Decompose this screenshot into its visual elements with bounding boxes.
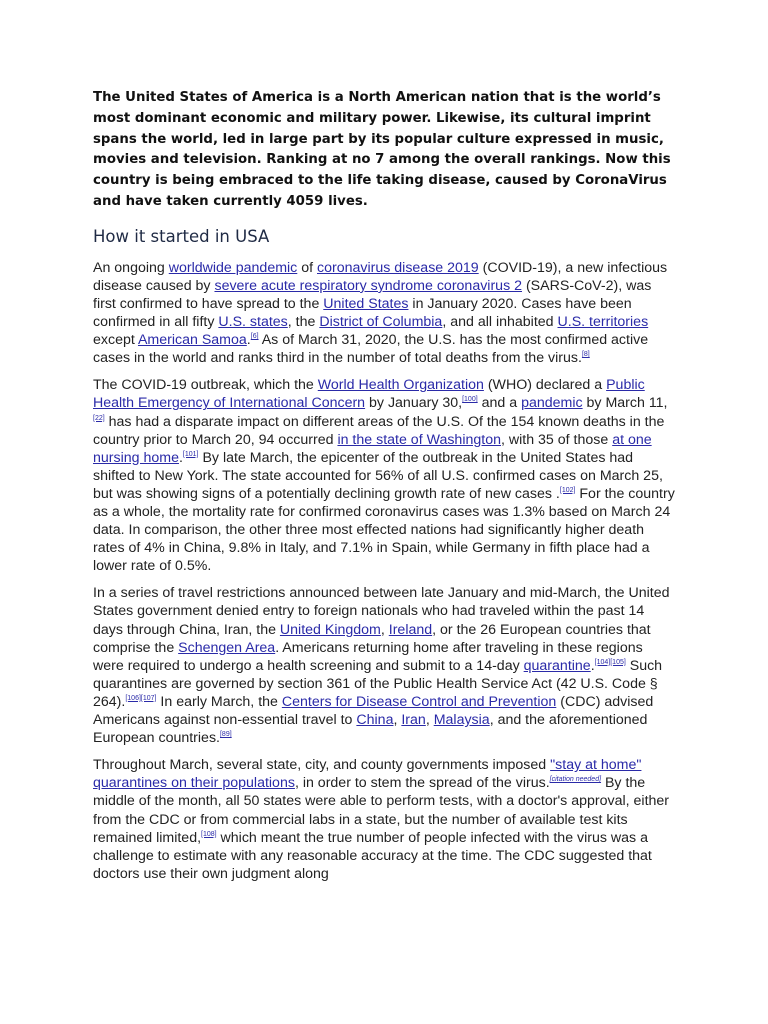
intro-paragraph: The United States of America is a North American nation that is the world’s most dominant economic and military power. Likewise, its cultural imprint spans the world, led in large part by its popular culture expressed in music, movies and television. Ranking at no 7 among the overall rankings. Now this country is being embraced to the life taking disease, caused by CoronaVirus and have taken currently 4059 lives. <box>93 90 671 209</box>
citation-link[interactable]: [22] <box>93 414 105 422</box>
link-united-states[interactable]: United States <box>323 295 409 312</box>
link-china[interactable]: China <box>356 712 394 729</box>
link-world-health-organization[interactable]: World Health Organization <box>317 377 484 394</box>
text: (SARS-CoV-2), was first confirmed to have spread to the <box>93 277 652 312</box>
text: By late March, the epicenter of the outbreak in the United States had shifted to New York. The state accounted for 56% of all U.S. confirmed cases on March 25, but was showing signs of a potentially declining growth rate of new cases . <box>93 449 663 502</box>
text: , with 35 of those <box>500 431 613 448</box>
citation-ref <box>582 351 590 358</box>
paragraph-3 <box>93 584 675 747</box>
link-worldwide-pandemic[interactable]: worldwide pandemic <box>168 259 298 276</box>
citation-link[interactable]: [6] <box>250 333 259 341</box>
text: and a <box>477 395 522 412</box>
text: In a series of travel restrictions announced between late January and mid-March, the United States government denied entry to foreign nationals who had traveled within the past 14 days through China, Iran, the <box>93 585 670 638</box>
document-page <box>93 88 675 892</box>
text: . <box>178 449 183 466</box>
text: , in order to stem the spread of the virus. <box>294 775 550 792</box>
link-ireland[interactable]: Ireland <box>388 621 433 638</box>
link-united-kingdom[interactable]: United Kingdom <box>279 621 381 638</box>
text: , and the aforementioned European countries. <box>93 712 648 747</box>
link-state-of-washington[interactable]: in the state of Washington <box>337 431 501 448</box>
paragraph-4 <box>93 756 675 883</box>
text: Throughout March, several state, city, and county governments imposed <box>93 757 551 774</box>
text: , and all inhabited <box>442 314 558 331</box>
link-quarantine[interactable]: quarantine <box>523 657 591 674</box>
text: by March 11, <box>582 395 668 412</box>
citation-link[interactable]: [108] <box>201 830 217 838</box>
citation-ref <box>125 695 156 702</box>
link-coronavirus-disease-2019[interactable]: coronavirus disease 2019 <box>317 259 479 276</box>
text: , <box>380 621 389 638</box>
text: . <box>590 657 595 674</box>
citation-needed-link[interactable]: [citation needed] <box>549 776 602 784</box>
link-us-territories[interactable]: U.S. territories <box>557 314 649 331</box>
section-heading: How it started in USA <box>93 226 270 246</box>
text: (WHO) declared a <box>483 377 607 394</box>
citation-ref <box>183 451 199 458</box>
citation-ref <box>560 487 576 494</box>
link-stay-at-home[interactable]: "stay at home" <box>550 757 642 774</box>
text: which meant the true number of people infected with the virus was a challenge to estimate with any reasonable accuracy at the time. The CDC suggested that doctors use their own judgment along <box>93 829 652 882</box>
citation-link[interactable]: [89] <box>219 731 232 739</box>
link-sars-cov-2[interactable]: severe acute respiratory syndrome coronavirus 2 <box>214 277 523 294</box>
citation-ref <box>220 731 232 738</box>
citation-ref <box>462 396 478 403</box>
citation-link[interactable]: [8] <box>581 351 590 359</box>
link-nursing-home[interactable]: at one nursing home <box>93 431 652 466</box>
text: by January 30, <box>365 395 463 412</box>
text: in January 2020. Cases have been confirmed in all fifty <box>93 295 632 331</box>
citation-ref <box>93 415 105 422</box>
link-american-samoa[interactable]: American Samoa <box>137 332 247 349</box>
citation-ref <box>201 831 217 838</box>
text: , <box>393 712 402 729</box>
citation-link[interactable]: [102] <box>559 486 576 494</box>
text: , <box>425 712 434 729</box>
text: An ongoing <box>93 259 169 276</box>
text: , or the 26 European countries that comprise the <box>93 621 651 656</box>
link-schengen-area[interactable]: Schengen Area <box>178 639 276 656</box>
text: . <box>246 332 251 349</box>
text: . Americans returning home after traveling in these regions were required to undergo a health screening and submit to a 14-day <box>93 639 643 674</box>
text: As of March 31, 2020, the U.S. has the most confirmed active cases in the world and ranks third in the number of total deaths from the virus. <box>93 332 649 367</box>
text: except <box>93 332 138 349</box>
text: By the middle of the month, all 50 states were able to perform tests, with a doctor's approval, either from the CDC or from commercial labs in a state, but the number of available test kits remained limited, <box>93 775 670 846</box>
citation-link[interactable]: [101] <box>182 450 199 458</box>
text: (CDC) advised Americans against non-essential travel to <box>93 693 654 729</box>
link-cdc[interactable]: Centers for Disease Control and Prevention <box>281 693 557 710</box>
citation-link[interactable]: [106][107] <box>125 694 157 702</box>
citation-ref <box>251 333 259 340</box>
link-district-of-columbia[interactable]: District of Columbia <box>319 314 443 331</box>
citation-link[interactable]: [104][105] <box>594 658 626 666</box>
text: Such quarantines are governed by section 361 of the Public Health Service Act (42 U.S. Code § 264). <box>93 657 663 710</box>
text: has had a disparate impact on different areas of the U.S. Of the 154 known deaths in the country prior to March 20, 94 occurred <box>93 413 665 448</box>
text: , the <box>287 314 320 331</box>
text: For the country as a whole, the mortality rate for confirmed coronavirus cases was 1.3% based on March 24 data. In comparison, the other three most effected nations had significantly higher death rates of 4% in China, 9.8% in Italy, and 7.1% in Spain, while Germany in fifth place had a lower rate of 0.5%. <box>93 485 675 575</box>
citation-link[interactable]: [100] <box>462 396 478 404</box>
text: The COVID-19 outbreak, which the <box>93 377 318 394</box>
citation-ref <box>595 659 626 666</box>
paragraph-1 <box>93 259 675 368</box>
link-quarantines-populations[interactable]: quarantines on their populations <box>93 775 295 792</box>
text: (COVID-19), a new infectious disease caused by <box>93 259 668 294</box>
link-us-states[interactable]: U.S. states <box>218 314 288 331</box>
text: of <box>297 259 317 276</box>
link-public-health-emergency[interactable]: Public Health Emergency of International Concern <box>93 377 645 412</box>
link-pandemic[interactable]: pandemic <box>521 395 583 412</box>
text: In early March, the <box>156 693 282 710</box>
link-iran[interactable]: Iran <box>401 712 426 729</box>
link-malaysia[interactable]: Malaysia <box>433 712 490 729</box>
paragraph-2 <box>93 376 675 575</box>
citation-needed <box>550 776 601 783</box>
